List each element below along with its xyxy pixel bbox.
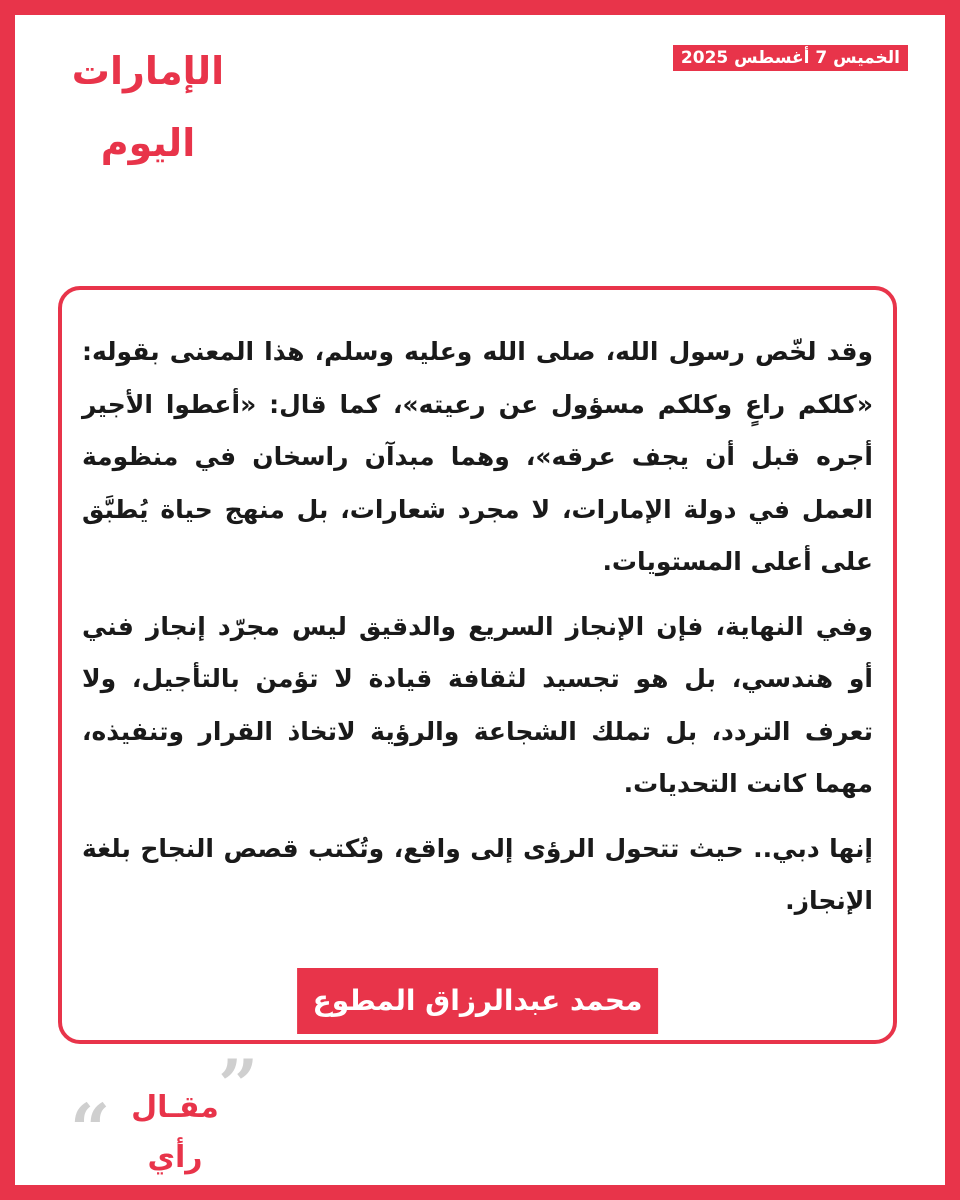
article-box [58, 286, 897, 1044]
page-canvas [15, 15, 945, 1185]
article-body [82, 326, 873, 940]
quote-open-icon: “ [70, 1088, 111, 1171]
article-paragraph-2: وفي النهاية، فإن الإنجاز السريع والدقيق ليس مجرّد إنجاز فني أو هندسي، بل هو تجسيد لثقافة قيادة لا تؤمن بالتأجيل، ولا تعرف التردد، بل تملك الشجاعة والرؤية لاتخاذ القرار وتنفيذه، مهما كانت التحديات. [82, 611, 873, 798]
newspaper-logo: الإمارات اليوم [71, 49, 225, 165]
quote-close-icon: ” [218, 1044, 259, 1127]
article-paragraph-3: إنها دبي.. حيث تتحول الرؤى إلى واقع، وتُكتب قصص النجاح بلغة الإنجاز. [82, 833, 873, 915]
date-badge: الخميس 7 أغسطس 2025 [673, 45, 908, 71]
article-paragraph-1: وقد لخّص رسول الله، صلى الله وعليه وسلم، هذا المعنى بقوله: «كلكم راعٍ وكلكم مسؤول عن رعيته»، كما قال: «أعطوا الأجير أجره قبل أن يجف عرقه»، وهما مبدآن راسخان في منظومة العمل في دولة الإمارات، لا مجرد شعارات، بل منهج حياة يُطبَّق على أعلى المستويات. [82, 337, 873, 576]
opinion-label: مقـال رأي [131, 1090, 219, 1175]
author-badge: محمد عبدالرزاق المطوع [297, 968, 659, 1034]
opinion-tag [70, 1044, 270, 1175]
